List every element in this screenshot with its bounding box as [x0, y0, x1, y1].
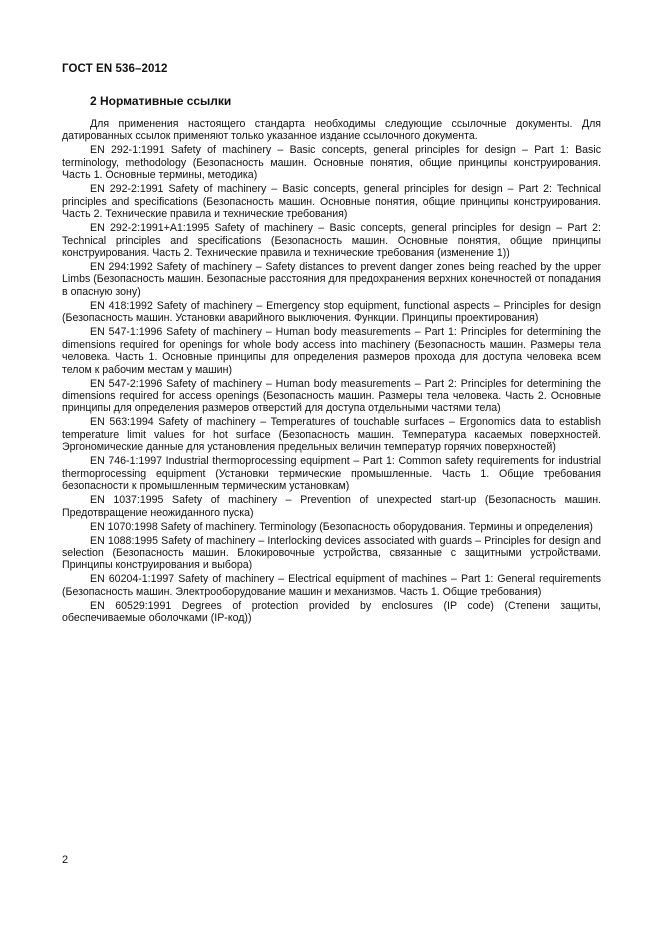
reference-item: EN 60529:1991 Degrees of protection provided by enclosures (IP code) (Степени защиты, обеспечиваемые оболочками (IP-код)): [62, 599, 601, 625]
page-number: 2: [62, 854, 69, 866]
section-heading: 2 Нормативные ссылки: [90, 94, 232, 108]
reference-item: EN 1088:1995 Safety of machinery – Interlocking devices associated with guards – Principles for design and selection (Безопасность машин. Блокировочные устройства, связанные с защитными устройствами. Принципы конструирования и выбора): [62, 534, 601, 572]
reference-item: EN 292-1:1991 Safety of machinery – Basic concepts, general principles for design – Part 1: Basic terminology, methodology (Безопасность машин. Основные понятия, общие принципы конструирования. Часть 1. Основные термины, методика): [62, 144, 601, 182]
reference-item: EN 563:1994 Safety of machinery – Temperatures of touchable surfaces – Ergonomics data to establish temperature limit values for hot surface (Безопасность машин. Температура касаемых поверхностей. Эргономические данные для установления предельных величин температур горячих поверхностей): [62, 416, 601, 454]
reference-item: EN 1037:1995 Safety of machinery – Prevention of unexpected start-up (Безопасность машин. Предотвращение неожиданного пуска): [62, 494, 601, 519]
reference-item: EN 418:1992 Safety of machinery – Emergency stop equipment, functional aspects – Principles for design (Безопасность машин. Установки аварийного выключения. Функции. Принципы проектирования): [62, 299, 601, 325]
references-body: [62, 118, 601, 626]
reference-item: EN 547-2:1996 Safety of machinery – Human body measurements – Part 2: Principles for determining the dimensions required for access openings (Безопасность машин. Размеры тела человека. Часть 2. Основные принципы для определения размеров отверстий для доступа отдельными частями тела): [62, 377, 601, 415]
reference-item: EN 294:1992 Safety of machinery – Safety distances to prevent danger zones being reached by the upper Limbs (Безопасность машин. Безопасные расстояния для предохранения верхних конечностей от попадания в опасную зону): [62, 260, 601, 298]
reference-item: EN 60204-1:1997 Safety of machinery – Electrical equipment of machines – Part 1: General requirements (Безопасность машин. Электрооборудование машин и механизмов. Часть 1. Общие требования): [62, 573, 601, 598]
reference-item: EN 292-2:1991+A1:1995 Safety of machinery – Basic concepts, general principles for design – Part 2: Technical principles and specifications (Безопасность машин. Основные понятия, общие принципы конструирования. Часть 2. Технические правила и технические требования (изменение 1)): [62, 222, 601, 260]
document-code: ГОСТ EN 536–2012: [62, 63, 168, 75]
reference-item: EN 292-2:1991 Safety of machinery – Basic concepts, general principles for design – Part 2: Technical principles and specifications (Безопасность машин. Основные понятия, общие принципы конструирования. Часть 2. Технические правила и технические требования): [62, 183, 601, 221]
reference-item: EN 746-1:1997 Industrial thermoprocessing equipment – Part 1: Common safety requirements for industrial thermoprocessing equipment (Установки термические промышленные. Часть 1. Общие требования безопасности к промышленным термическим установкам): [62, 455, 601, 493]
reference-item: EN 547-1:1996 Safety of machinery – Human body measurements – Part 1: Principles for determining the dimensions required for openings for whole body access into machinery (Безопасность машин. Размеры тела человека. Часть 1. Основные принципы для определения размеров прохода для доступа человека всем телом к рабочим местам у машин): [62, 326, 601, 376]
reference-item: EN 1070:1998 Safety of machinery. Terminology (Безопасность оборудования. Термины и определения): [90, 520, 593, 533]
intro-paragraph: Для применения настоящего стандарта необходимы следующие ссылочные документы. Для датированных ссылок применяют только указанное издание ссылочного документа.: [62, 118, 601, 143]
